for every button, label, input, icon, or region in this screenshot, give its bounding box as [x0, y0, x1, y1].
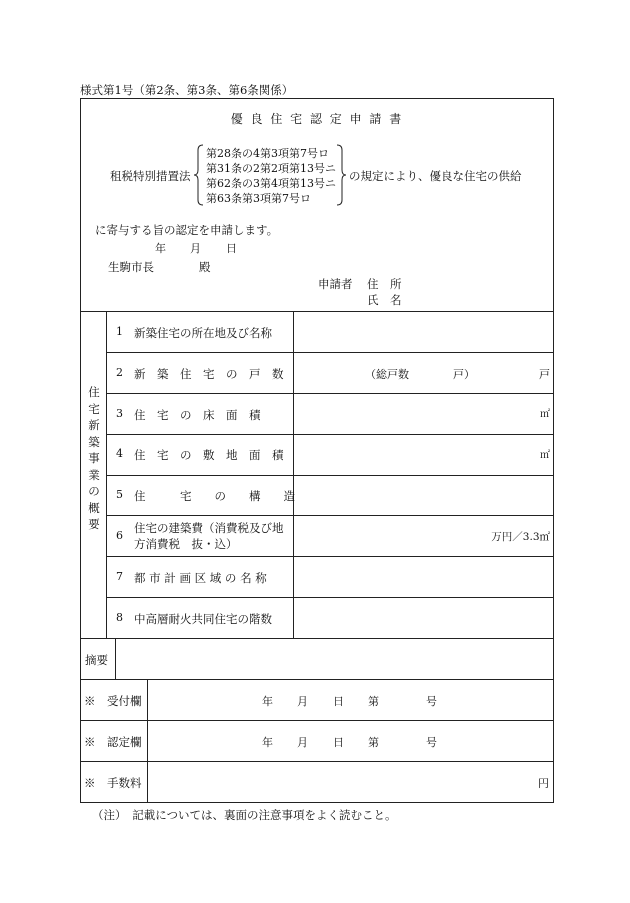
row-separator: [106, 597, 554, 598]
row-separator: [106, 434, 554, 435]
item-number: 3: [116, 407, 123, 420]
applicant-label: 申請者: [318, 277, 353, 291]
item-number: 1: [116, 325, 123, 338]
left-brace-icon: [193, 144, 205, 206]
receipt-year: 年: [262, 695, 273, 708]
approval-label: ※ 認定欄: [84, 735, 142, 749]
frame-top: [80, 98, 554, 99]
form-title: 優 良 住 宅 認 定 申 請 書: [230, 112, 404, 126]
item-number: 2: [116, 366, 123, 379]
fee-unit: 円: [538, 777, 549, 790]
admin-column-line: [147, 679, 148, 802]
row-separator: [106, 556, 554, 557]
row-separator: [80, 638, 554, 639]
item-label: 新築住宅の所在地及び名称: [134, 326, 272, 340]
receipt-no-prefix: 第: [368, 695, 379, 708]
clause-suffix: の規定により、優良な住宅の供給: [349, 169, 522, 183]
row-separator: [80, 679, 554, 680]
item-label-line1: 住宅の建築費（消費税及び地: [134, 521, 284, 535]
law-name: 租税特別措置法: [110, 169, 191, 183]
area-unit: ㎡: [540, 409, 550, 420]
row-separator: [80, 761, 554, 762]
addressee: 生駒市長: [108, 260, 154, 274]
right-brace-icon: [335, 144, 347, 206]
site-area-unit: ㎡: [540, 450, 550, 461]
frame-left: [80, 98, 81, 803]
units-unit: 戸: [539, 368, 550, 381]
row-separator: [80, 720, 554, 721]
row-separator: [106, 475, 554, 476]
receipt-no-suffix: 号: [426, 695, 437, 708]
name-label: 氏 名: [367, 293, 402, 307]
fee-label: ※ 手数料: [84, 776, 142, 790]
approval-no-prefix: 第: [368, 736, 379, 749]
row-separator: [106, 352, 554, 353]
address-label: 住 所: [367, 277, 402, 291]
item-number: 8: [116, 611, 123, 624]
remarks-label: 摘要: [85, 653, 108, 667]
request-text: に寄与する旨の認定を申請します。: [95, 223, 279, 237]
approval-month: 月: [297, 736, 308, 749]
date-year-label: 年: [155, 242, 166, 255]
date-month-label: 月: [190, 242, 201, 255]
form-id: 様式第1号（第2条、第3条、第6条関係）: [80, 83, 294, 97]
approval-day: 日: [333, 736, 344, 749]
clause-item: 第28条の4第3項第7号ロ: [206, 147, 329, 160]
frame-right: [553, 98, 554, 803]
total-units-field[interactable]: （総戸数 戸）: [365, 368, 475, 381]
section-divider: [80, 311, 554, 312]
item-number: 4: [116, 447, 123, 460]
item-label: 住 宅 の 床 面 積: [134, 408, 261, 422]
clause-item: 第63条第3項第7号ロ: [206, 192, 311, 205]
footer-note: （注） 記載については、裏面の注意事項をよく読むこと。: [92, 808, 397, 822]
item-label: 中高層耐火共同住宅の階数: [134, 612, 272, 626]
receipt-month: 月: [297, 695, 308, 708]
item-number: 7: [116, 570, 123, 583]
clause-list: [206, 146, 336, 206]
receipt-day: 日: [333, 695, 344, 708]
item-number: 5: [116, 488, 123, 501]
honorific: 殿: [199, 260, 211, 274]
cost-unit: 万円／3.3㎡: [491, 531, 550, 543]
date-day-label: 日: [226, 242, 237, 255]
item-label: 住 宅 の 構 造: [134, 489, 295, 503]
remarks-divider: [115, 638, 116, 679]
row-separator: [106, 393, 554, 394]
item-label: 住 宅 の 敷 地 面 積: [134, 448, 284, 462]
item-label: 都 市 計 画 区 域 の 名 称: [134, 571, 267, 585]
clause-item: 第62条の3第4項第13号ニ: [206, 177, 336, 190]
row-separator: [106, 515, 554, 516]
item-label-line2: 方消費税 抜・込）: [134, 537, 238, 551]
item-number: 6: [116, 529, 123, 542]
frame-bottom: [80, 802, 554, 803]
side-label: 住宅新築事業の概要: [88, 385, 100, 531]
approval-year: 年: [262, 736, 273, 749]
receipt-label: ※ 受付欄: [84, 694, 142, 708]
item-label: 新 築 住 宅 の 戸 数: [134, 367, 284, 381]
clause-item: 第31条の2第2項第13号ニ: [206, 162, 336, 175]
approval-no-suffix: 号: [426, 736, 437, 749]
